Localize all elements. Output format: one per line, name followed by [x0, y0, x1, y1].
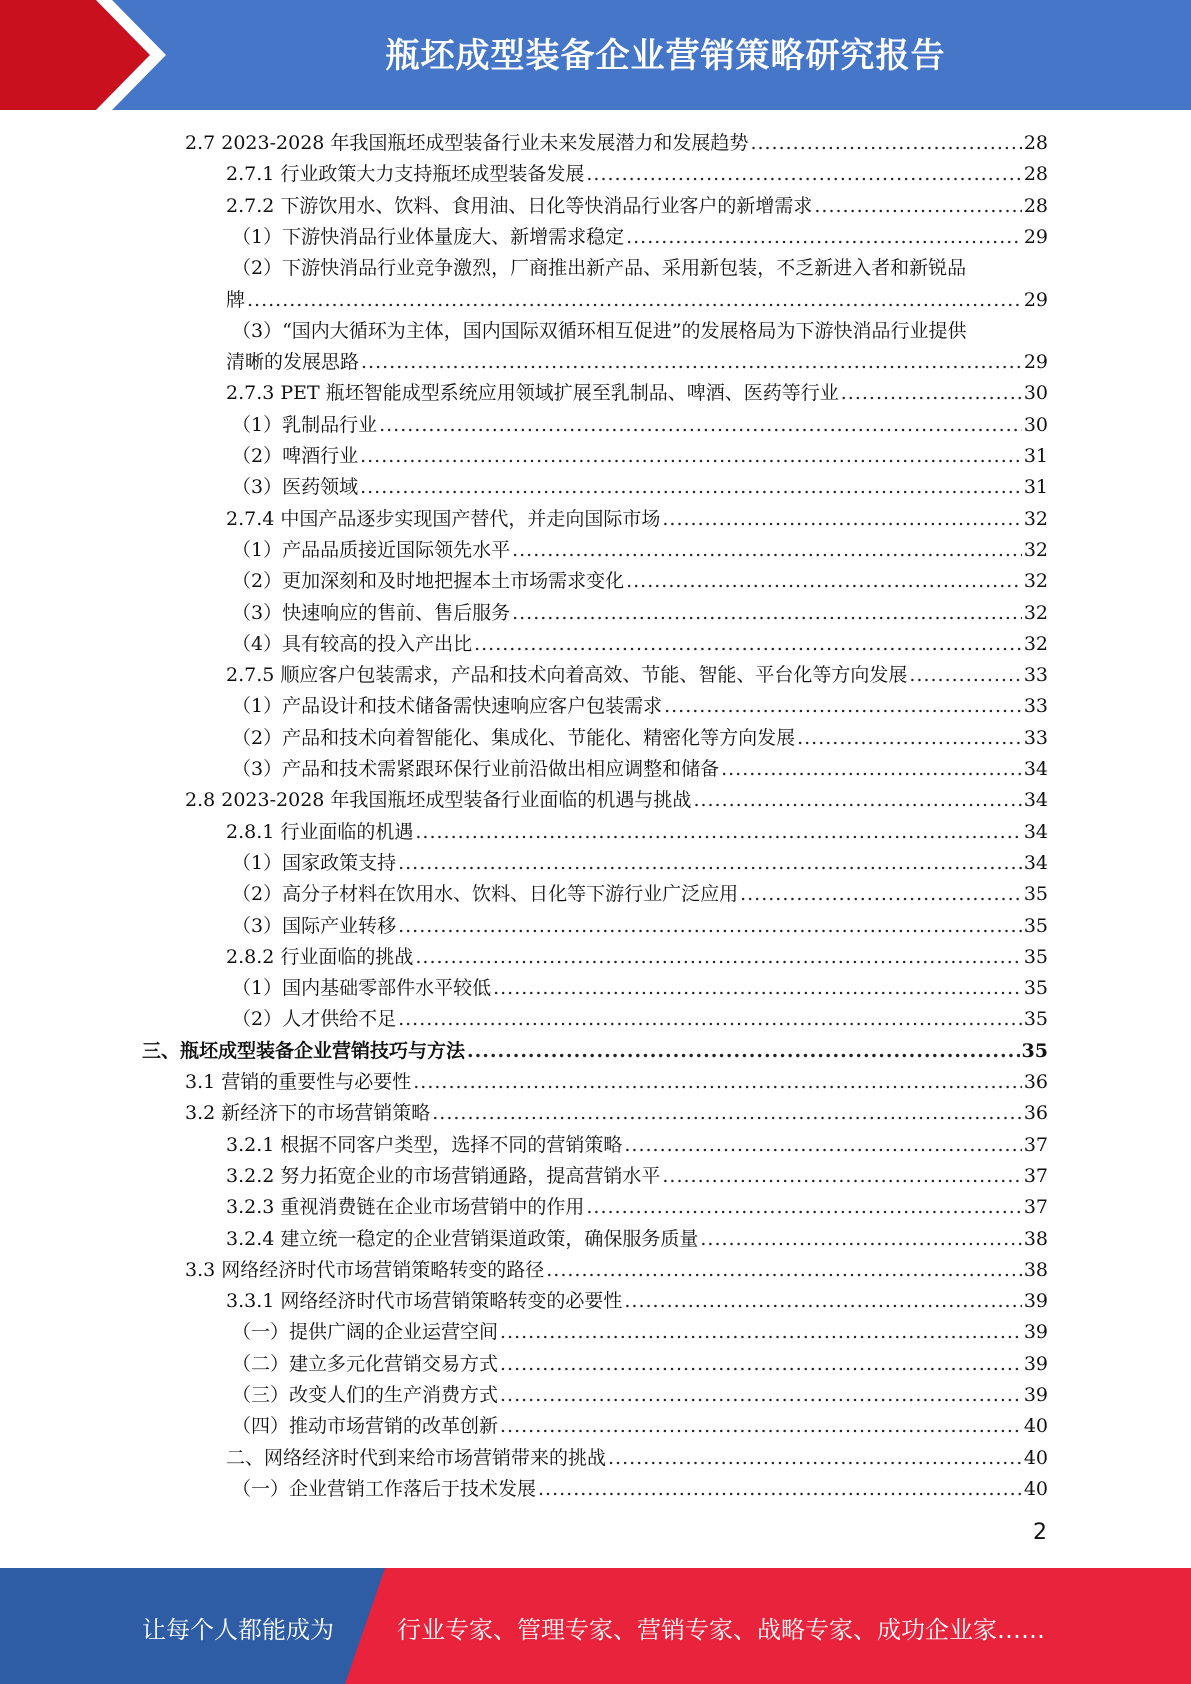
- toc-page-number: 29: [1023, 225, 1048, 248]
- toc-page-number: 31: [1023, 445, 1048, 467]
- toc-item[interactable]: [185, 785, 1048, 816]
- toc-dot-leader: [841, 378, 1022, 409]
- toc-item[interactable]: [142, 1036, 1048, 1067]
- toc-item-title: 3.3 网络经济时代市场营销策略转变的路径: [185, 1258, 545, 1281]
- toc-item[interactable]: [232, 1349, 1048, 1380]
- toc-item-title: 2.7.2 下游饮用水、饮料、食用油、日化等快消品行业客户的新增需求: [226, 194, 813, 217]
- toc-item[interactable]: [185, 1067, 1048, 1098]
- toc-item[interactable]: [232, 472, 1048, 503]
- toc-dot-leader: [608, 1443, 1022, 1474]
- toc-item-title: 3.2.4 建立统一稳定的企业营销渠道政策，确保服务质量: [226, 1227, 699, 1250]
- toc-item-title: （1）国内基础零部件水平较低: [232, 977, 492, 1000]
- toc-page-number: 29: [1023, 351, 1048, 374]
- toc-item[interactable]: [185, 1255, 1048, 1286]
- toc-page-number: 32: [1023, 507, 1048, 530]
- toc-page-number: 32: [1023, 601, 1048, 624]
- toc-page-number: 34: [1023, 789, 1048, 812]
- toc-item[interactable]: [232, 848, 1048, 879]
- toc-item-title: 3.2 新经济下的市场营销策略: [185, 1102, 431, 1125]
- toc-item-title: 2.8.2 行业面临的挑战: [226, 945, 414, 968]
- toc-item-title: （一）提供广阔的企业运营空间: [232, 1321, 499, 1344]
- toc-item[interactable]: [232, 629, 1048, 660]
- toc-item[interactable]: [185, 1098, 1048, 1129]
- toc-item-title: 2.7.1 行业政策大力支持瓶坯成型装备发展: [226, 163, 585, 186]
- toc-item[interactable]: [185, 128, 1048, 159]
- toc-dot-leader: [415, 942, 1021, 973]
- toc-dot-leader: [664, 691, 1022, 722]
- toc-page-number: 35: [1023, 914, 1048, 937]
- toc-dot-leader: [586, 1192, 1021, 1223]
- toc-dot-leader: [797, 723, 1022, 754]
- toc-item[interactable]: [232, 1411, 1048, 1442]
- toc-item[interactable]: [232, 1474, 1048, 1505]
- toc-item-title: 三、瓶坯成型装备企业营销技巧与方法: [142, 1039, 466, 1062]
- toc-item[interactable]: [232, 566, 1048, 597]
- toc-item[interactable]: [232, 723, 1048, 754]
- toc-page-number: 34: [1023, 758, 1048, 780]
- toc-item-title: （2）产品和技术向着智能化、集成化、节能化、精密化等方向发展: [232, 726, 796, 749]
- toc-item[interactable]: [232, 879, 1048, 910]
- toc-page-number: 28: [1023, 194, 1048, 217]
- toc-item[interactable]: [226, 942, 1048, 973]
- toc-item-title: 3.3.1 网络经济时代市场营销策略转变的必要性: [226, 1290, 623, 1313]
- toc-dot-leader: [398, 848, 1022, 879]
- toc-dot-leader: [750, 128, 1021, 159]
- toc-item[interactable]: [232, 1380, 1048, 1411]
- toc-item[interactable]: [232, 754, 1048, 785]
- toc-dot-leader: [662, 1161, 1021, 1192]
- toc-page-number: 29: [1023, 288, 1048, 311]
- toc-item-title: 2.8 2023-2028 年我国瓶坯成型装备行业面临的机遇与挑战: [185, 789, 692, 812]
- toc-dot-leader: [398, 1004, 1022, 1035]
- toc-item-title: 3.2.1 根据不同客户类型，选择不同的营销策略: [226, 1133, 623, 1156]
- toc-item-title: （3）产品和技术需紧跟环保行业前沿做出相应调整和储备: [232, 758, 720, 780]
- toc-item-text[interactable]: （2）下游快消品行业竞争激烈，厂商推出新产品、采用新包装，不乏新进入者和新锐品: [232, 257, 967, 280]
- toc-dot-leader: [360, 441, 1022, 472]
- toc-item[interactable]: [226, 504, 1048, 535]
- toc-dot-leader: [500, 1349, 1022, 1380]
- toc-item-title: （三）改变人们的生产消费方式: [232, 1384, 499, 1406]
- toc-page-number: 40: [1023, 1477, 1048, 1500]
- toc-dot-leader: [662, 504, 1021, 535]
- toc-page-number: 38: [1023, 1258, 1048, 1281]
- toc-item-title: 3.1 营销的重要性与必要性: [185, 1071, 412, 1093]
- toc-item[interactable]: [226, 1192, 1048, 1223]
- toc-page-number: 32: [1023, 632, 1048, 655]
- toc-dot-leader: [500, 1317, 1022, 1348]
- footer-slogan-left: 让每个人都能成为: [142, 1616, 334, 1644]
- toc-page-number: 37: [1023, 1196, 1048, 1219]
- header-banner: [0, 0, 1191, 110]
- toc-page-number: 32: [1023, 538, 1048, 561]
- toc-page-number: 31: [1023, 476, 1048, 499]
- toc-page-number: 36: [1023, 1102, 1048, 1125]
- toc-page-number: 39: [1023, 1321, 1048, 1344]
- toc-item[interactable]: [226, 1130, 1048, 1161]
- toc-item[interactable]: [232, 911, 1048, 942]
- toc-item[interactable]: [226, 1224, 1048, 1255]
- toc-page-number: 35: [1021, 1039, 1048, 1062]
- toc-item[interactable]: [226, 1443, 1048, 1474]
- toc-dot-leader: [360, 472, 1022, 503]
- toc-dot-leader: [247, 285, 1022, 316]
- footer-banner: [0, 1568, 1191, 1684]
- toc-dot-leader: [512, 598, 1022, 629]
- toc-dot-leader: [586, 159, 1021, 190]
- toc-page-number: 28: [1023, 132, 1048, 154]
- toc-page-number: 37: [1023, 1133, 1048, 1156]
- toc-dot-leader: [500, 1411, 1022, 1442]
- toc-page-number: 34: [1023, 820, 1048, 843]
- toc-page-number: 30: [1023, 413, 1048, 436]
- toc-item[interactable]: [226, 817, 1048, 848]
- toc-item-title: 2.7.5 顺应客户包装需求，产品和技术向着高效、节能、智能、平台化等方向发展: [226, 664, 908, 687]
- toc-dot-leader: [413, 1067, 1022, 1098]
- toc-dot-leader: [693, 785, 1021, 816]
- toc-page-number: 35: [1023, 977, 1048, 1000]
- toc-item-title: 2.8.1 行业面临的机遇: [226, 820, 414, 843]
- toc-page-number: 37: [1023, 1164, 1048, 1187]
- toc-dot-leader: [398, 911, 1022, 942]
- toc-dot-leader: [361, 347, 1022, 378]
- toc-dot-leader: [467, 1036, 1020, 1067]
- toc-item-title: （2）人才供给不足: [232, 1008, 397, 1031]
- toc-dot-leader: [379, 410, 1022, 441]
- toc-page-number: 30: [1023, 382, 1048, 405]
- toc-item-title: （3）国际产业转移: [232, 914, 397, 937]
- toc-dot-leader: [624, 1286, 1021, 1317]
- toc-item-title: （2）高分子材料在饮用水、饮料、日化等下游行业广泛应用: [232, 883, 739, 906]
- toc-dot-leader: [626, 222, 1022, 253]
- toc-page-number: 40: [1023, 1415, 1048, 1438]
- toc-item[interactable]: [232, 410, 1048, 441]
- toc-page-number: 39: [1023, 1290, 1048, 1313]
- toc-item-title: （4）具有较高的投入产出比: [232, 632, 473, 655]
- toc-page-number: 38: [1023, 1227, 1048, 1250]
- toc-item[interactable]: [226, 285, 1048, 316]
- toc-page-number: 33: [1023, 695, 1048, 718]
- toc-item-title: 2.7.4 中国产品逐步实现国产替代，并走向国际市场: [226, 507, 661, 530]
- toc-item-title: 二、网络经济时代到来给市场营销带来的挑战: [226, 1446, 607, 1469]
- toc-dot-leader: [546, 1255, 1022, 1286]
- toc-item-title: （二）建立多元化营销交易方式: [232, 1352, 499, 1375]
- toc-dot-leader: [493, 973, 1022, 1004]
- toc-dot-leader: [538, 1474, 1022, 1505]
- toc-item[interactable]: [226, 660, 1048, 691]
- toc-item-title: （1）产品品质接近国际领先水平: [232, 538, 511, 561]
- toc-dot-leader: [721, 754, 1022, 785]
- page-number: 2: [1033, 1520, 1047, 1545]
- toc-page-number: 39: [1023, 1384, 1048, 1406]
- toc-item[interactable]: [226, 1286, 1048, 1317]
- toc-item-title: 2.7 2023-2028 年我国瓶坯成型装备行业未来发展潜力和发展趋势: [185, 132, 749, 154]
- toc-item-title: 3.2.2 努力拓宽企业的市场营销通路，提高营销水平: [226, 1164, 661, 1187]
- toc-dot-leader: [909, 660, 1021, 691]
- toc-page-number: 33: [1023, 726, 1048, 749]
- toc-dot-leader: [740, 879, 1022, 910]
- toc-item[interactable]: [226, 159, 1048, 190]
- toc-item[interactable]: [232, 441, 1048, 472]
- toc-item-title: （1）下游快消品行业体量庞大、新增需求稳定: [232, 225, 625, 248]
- toc-dot-leader: [700, 1224, 1021, 1255]
- toc-page-number: 34: [1023, 851, 1048, 874]
- toc-page-number: 33: [1023, 664, 1048, 687]
- toc-item-title: （1）产品设计和技术储备需快速响应客户包装需求: [232, 695, 663, 718]
- toc-page-number: 36: [1023, 1071, 1048, 1093]
- toc-item-title: （1）国家政策支持: [232, 851, 397, 874]
- toc-dot-leader: [415, 817, 1021, 848]
- toc-dot-leader: [512, 535, 1022, 566]
- toc-item[interactable]: [226, 378, 1048, 409]
- toc-item-title: 2.7.3 PET 瓶坯智能成型系统应用领域扩展至乳制品、啤酒、医药等行业: [226, 382, 839, 405]
- report-title: 瓶坯成型装备企业营销策略研究报告: [385, 36, 946, 76]
- toc-dot-leader: [626, 566, 1022, 597]
- toc-page-number: 35: [1023, 883, 1048, 906]
- toc-dot-leader: [814, 191, 1021, 222]
- toc-item[interactable]: [232, 973, 1048, 1004]
- toc-item-title: 牌: [226, 288, 246, 311]
- toc-item-text[interactable]: （3）“国内大循环为主体，国内国际双循环相互促进”的发展格局为下游快消品行业提供: [232, 319, 967, 342]
- toc-item-title: （1）乳制品行业: [232, 413, 378, 436]
- toc-dot-leader: [500, 1380, 1022, 1411]
- toc-page-number: 32: [1023, 570, 1048, 593]
- toc-item-title: （一）企业营销工作落后于技术发展: [232, 1477, 537, 1500]
- toc-item-title: （3）医药领域: [232, 476, 359, 499]
- toc-page-number: 28: [1023, 163, 1048, 186]
- toc-item-title: （3）快速响应的售前、售后服务: [232, 601, 511, 624]
- toc-item[interactable]: [232, 1004, 1048, 1035]
- toc-dot-leader: [624, 1130, 1021, 1161]
- toc-item-title: 3.2.3 重视消费链在企业市场营销中的作用: [226, 1196, 585, 1219]
- toc-item-title: （四）推动市场营销的改革创新: [232, 1415, 499, 1438]
- toc-item-title: （2）啤酒行业: [232, 445, 359, 467]
- toc-page-number: 39: [1023, 1352, 1048, 1375]
- toc-dot-leader: [432, 1098, 1022, 1129]
- toc-page-number: 40: [1023, 1446, 1048, 1469]
- toc-item-title: （2）更加深刻和及时地把握本土市场需求变化: [232, 570, 625, 593]
- toc-item[interactable]: [226, 347, 1048, 378]
- toc-item[interactable]: [232, 691, 1048, 722]
- toc-item[interactable]: [232, 535, 1048, 566]
- toc-item[interactable]: [226, 191, 1048, 222]
- toc-page-number: 35: [1023, 1008, 1048, 1031]
- toc-item[interactable]: [232, 598, 1048, 629]
- toc-item[interactable]: [232, 1317, 1048, 1348]
- toc-item-title: 清晰的发展思路: [226, 351, 360, 374]
- toc-item[interactable]: [226, 1161, 1048, 1192]
- footer-slogan-right: 行业专家、管理专家、营销专家、战略专家、成功企业家……: [397, 1616, 1045, 1644]
- toc-item[interactable]: [232, 222, 1048, 253]
- toc-dot-leader: [474, 629, 1022, 660]
- toc-page-number: 35: [1023, 945, 1048, 968]
